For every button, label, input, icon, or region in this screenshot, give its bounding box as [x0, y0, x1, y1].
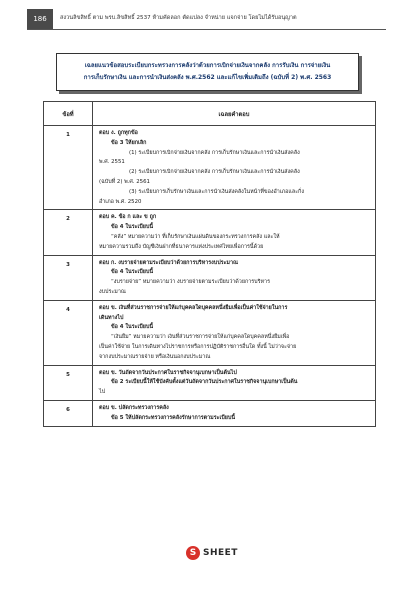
title-box	[56, 53, 359, 91]
column-header-answer: เฉลยคำตอบ	[93, 102, 376, 126]
answer-line: อำเภอ พ.ศ. 2520	[99, 198, 142, 205]
answer-line: (ฉบับที่ 2) พ.ศ. 2561	[99, 178, 150, 185]
question-number: 4	[44, 300, 93, 365]
sheet-logo	[186, 546, 238, 560]
answer-cell	[93, 255, 376, 300]
answer-line: ข้อ 4 ในระเบียบนี้	[111, 224, 154, 231]
table-row	[44, 255, 376, 300]
answer-line: ข้อ 3 ให้ยกเลิก	[111, 139, 147, 146]
answer-cell	[93, 210, 376, 255]
table-row	[44, 126, 376, 210]
answer-line: ข้อ 5 ให้ปลัดกระทรวงการคลังรักษาการตามระเบียบนี้	[111, 414, 236, 421]
answer-line: ตอบ ง. ถูกทุกข้อ	[99, 130, 138, 136]
table-header-row	[44, 102, 376, 126]
question-number: 6	[44, 400, 93, 426]
title-line-1: เฉลยแนวข้อสอบระเบียบกระทรวงการคลังว่าด้วยการเบิกจ่ายเงินจากคลัง การรับเงิน การจ่ายเงิน	[84, 62, 331, 69]
column-header-no: ข้อที่	[44, 102, 93, 126]
answer-line: ตอบ ค. ข้อ ก และ ข ถูก	[99, 214, 157, 221]
question-number: 3	[44, 255, 93, 300]
answer-line: (2) ระเบียบการเบิกจ่ายเงินจากคลัง การเก็บรักษาเงินและการนำเงินส่งคลัง	[129, 169, 300, 176]
question-number: 1	[44, 126, 93, 210]
answer-line: หมายความรวมถึง บัญชีเงินฝากที่ธนาคารแห่งประเทศไทยเพื่อการนี้ด้วย	[99, 243, 264, 250]
answer-line: ข้อ 4 ในระเบียบนี้	[111, 269, 154, 276]
answer-line: ตอบ ข. วันถัดจากวันประกาศในราชกิจจานุเบกษาเป็นต้นไป	[99, 369, 237, 376]
answer-line: ข้อ 4 ในระเบียบนี้	[111, 324, 154, 331]
answer-cell	[93, 126, 376, 210]
table-body	[44, 126, 376, 427]
answer-line: ไป	[99, 389, 106, 396]
question-number: 5	[44, 365, 93, 400]
answer-line: จากงบประมาณรายจ่าย หรือเงินนอกงบประมาณ	[99, 353, 211, 360]
answer-line: (3) ระเบียบการเก็บรักษาเงินและการนำเงินส่งคลังในหน้าที่ของอำเภอและกิ่ง	[129, 188, 304, 195]
answer-line: ตอบ ข. เงินที่ส่วนราชการจ่ายให้แก่บุคคลใดบุคคลหนึ่งยืมเพื่อเป็นค่าใช้จ่ายในการ	[99, 304, 288, 311]
answer-line: เดินทางไป	[99, 314, 124, 321]
running-header: สงวนลิขสิทธิ์ ตาม พรบ.ลิขสิทธิ์ 2537 ห้ามคัดลอก ตัดแปลง จำหน่าย แจกจ่าย โดยไม่ได้รับอนุญาต	[60, 15, 297, 21]
logo-mark-icon: S	[186, 546, 200, 560]
answer-line: เป็นค่าใช้จ่าย ในการเดินทางไปราชการหรือการปฏิบัติราชการอื่นใด ทั้งนี้ ไม่ว่าจะจ่าย	[99, 343, 297, 350]
table-row	[44, 300, 376, 365]
answer-line: ข้อ 2 ระเบียบนี้ให้ใช้บังคับตั้งแต่วันถัดจากวันประกาศในราชกิจจานุเบกษาเป็นต้น	[111, 379, 298, 386]
answer-table	[43, 101, 376, 427]
table-row	[44, 400, 376, 426]
table-row	[44, 365, 376, 400]
answer-line: (1) ระเบียบการเบิกจ่ายเงินจากคลัง การเก็บรักษาเงินและการนำเงินส่งคลัง	[129, 149, 300, 156]
answer-line: งบประมาณ	[99, 288, 126, 295]
answer-line: “คลัง” หมายความว่า ที่เก็บรักษาเงินแผ่นดินของกระทรวงการคลัง และให้	[111, 233, 280, 240]
header-rule	[27, 29, 386, 30]
answer-cell	[93, 365, 376, 400]
title-line-2: การเก็บรักษาเงิน และการนำเงินส่งคลัง พ.ศ.2562 และแก้ไขเพิ่มเติมถึง (ฉบับที่ 2) พ.ศ. 2563	[83, 74, 332, 81]
answer-cell	[93, 400, 376, 426]
answer-line: พ.ศ. 2551	[99, 159, 125, 166]
table-row	[44, 210, 376, 255]
answer-line: ตอบ ข. ปลัดกระทรวงการคลัง	[99, 404, 169, 411]
answer-cell	[93, 300, 376, 365]
answer-line: ตอบ ก. งบรายจ่ายตามระเบียบว่าด้วยการบริหารงบประมาณ	[99, 259, 238, 266]
answer-line: “งบรายจ่าย” หมายความว่า งบรายจ่ายตามระเบียบว่าด้วยการบริหาร	[111, 279, 270, 286]
page-number: 186	[27, 9, 53, 29]
logo-wordmark: SHEET	[203, 548, 238, 558]
answer-line: “เงินยืม” หมายความว่า เงินที่ส่วนราชการจ่ายให้แก่บุคคลใดบุคคลหนึ่งยืมเพื่อ	[111, 334, 290, 341]
question-number: 2	[44, 210, 93, 255]
